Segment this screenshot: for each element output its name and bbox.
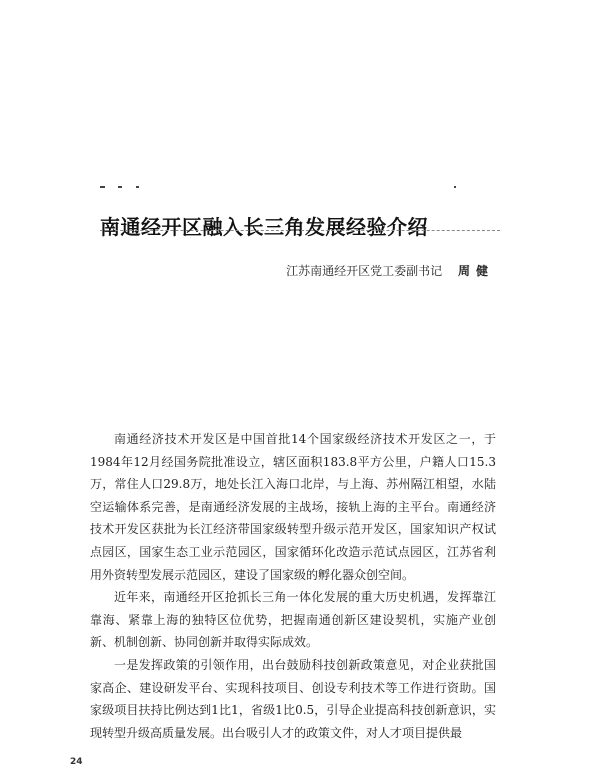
byline (286, 262, 494, 279)
scan-speck (118, 186, 122, 188)
body-paragraph: 南通经济技术开发区是中国首批14个国家级经济技术开发区之一，于1984年12月经国务院批准设立，辖区面积183.8平方公里，户籍人口15.3万，常住人口29.8万，地处长江入海口北岸，与上海、苏州隔江相望，水陆空运输体系完善，是南通经济发展的主战场，接轨上海的主平台。南通经济技术开发区获批为长江经济带国家级转型升级示范开发区，国家知识产权试点园区，国家生态工业示范园区，国家循环化改造示范试点园区，江苏省利用外资转型发展示范园区，建设了国家级的孵化器众创空间。 (90, 432, 496, 582)
scan-speck (454, 186, 456, 188)
scan-speck (100, 186, 105, 188)
author-name: 周健 (457, 264, 494, 278)
author-affiliation: 江苏南通经开区党工委副书记 (286, 264, 443, 278)
body-paragraph: 一是发挥政策的引领作用，出台鼓励科技创新政策意见，对企业获批国家高企、建设研发平台、实现科技项目、创设专利技术等工作进行资助。国家级项目扶持比例达到1比1，省级1比0.5，引导企业提高科技创新意识，实现转型升级高质量发展。出台吸引人才的政策文件，对人才项目提供最 (90, 657, 496, 740)
body-paragraph: 近年来，南通经开区抢抓长三角一体化发展的重大历史机遇，发挥靠江靠海、紧靠上海的独特区位优势，把握南通创新区建设契机，实施产业创新、机制创新、协同创新并取得实际成效。 (90, 590, 496, 650)
page-number: 24 (70, 757, 83, 767)
title-underline (100, 230, 500, 231)
scan-speck (136, 186, 139, 188)
article-body (90, 428, 496, 744)
article-title: 南通经开区融入长三角发展经验介绍 (100, 215, 428, 240)
